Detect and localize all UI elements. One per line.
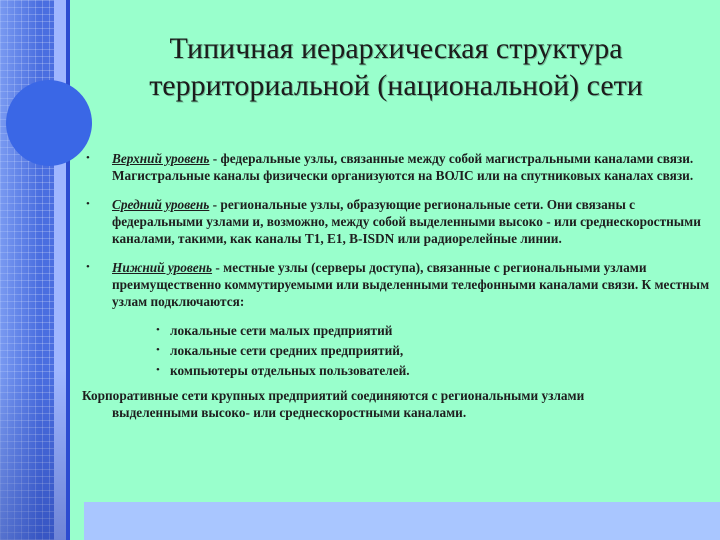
decorative-bottom-panel: [84, 502, 720, 540]
sublist-item: [82, 362, 712, 379]
sublist-item: [82, 322, 712, 339]
slide-title: [86, 30, 706, 104]
left-band-shade: [0, 370, 66, 540]
footer-line-2: выделенными высоко- или среднескоростными каналами.: [112, 405, 467, 420]
item-text: - региональные узлы, образующие региональные сети. Они связаны с федеральными узлами и, возможно, между собой выделенными высоко - или среднескоростными каналами, такими, как каналы Т1, Е1, B-ISDN или радиорелейные линии.: [112, 197, 701, 246]
sublist-item-text: локальные сети средних предприятий,: [170, 343, 404, 358]
footer-line-1: Корпоративные сети крупных предприятий соединяются с региональными узлами: [82, 388, 585, 403]
bullet-icon: •: [86, 152, 90, 164]
slide-body: [82, 150, 712, 421]
list-item-top-level: [82, 150, 712, 184]
footer-paragraph: [82, 387, 712, 421]
sublist-item-text: локальные сети малых предприятий: [170, 323, 393, 338]
title-line-1: Типичная иерархическая структура: [169, 32, 623, 65]
left-stripe-edge: [66, 0, 70, 540]
bullet-icon: •: [86, 198, 90, 210]
title-line-2: территориальной (национальной) сети: [149, 69, 643, 102]
list-item-middle-level: [82, 196, 712, 247]
item-text: - федеральные узлы, связанные между собой магистральными каналами связи. Магистральные каналы физически организуются на ВОЛС или на спутниковых каналах связи.: [112, 151, 694, 183]
bullet-icon: •: [156, 324, 160, 336]
item-text: - местные узлы (серверы доступа), связанные с региональными узлами преимущественно коммутируемыми или выделенными телефонными каналами связи. К местным узлам подключаются:: [112, 260, 710, 309]
term-top-level: Верхний уровень: [112, 151, 210, 166]
bullet-icon: •: [156, 344, 160, 356]
term-lower-level: Нижний уровень: [112, 260, 213, 275]
sublist-item-text: компьютеры отдельных пользователей.: [170, 363, 410, 378]
bullet-icon: •: [156, 364, 160, 376]
sublist: [82, 322, 712, 379]
term-middle-level: Средний уровень: [112, 197, 210, 212]
list-item-lower-level: [82, 259, 712, 310]
bullet-icon: •: [86, 261, 90, 273]
decorative-circle: [6, 80, 92, 166]
sublist-item: [82, 342, 712, 359]
